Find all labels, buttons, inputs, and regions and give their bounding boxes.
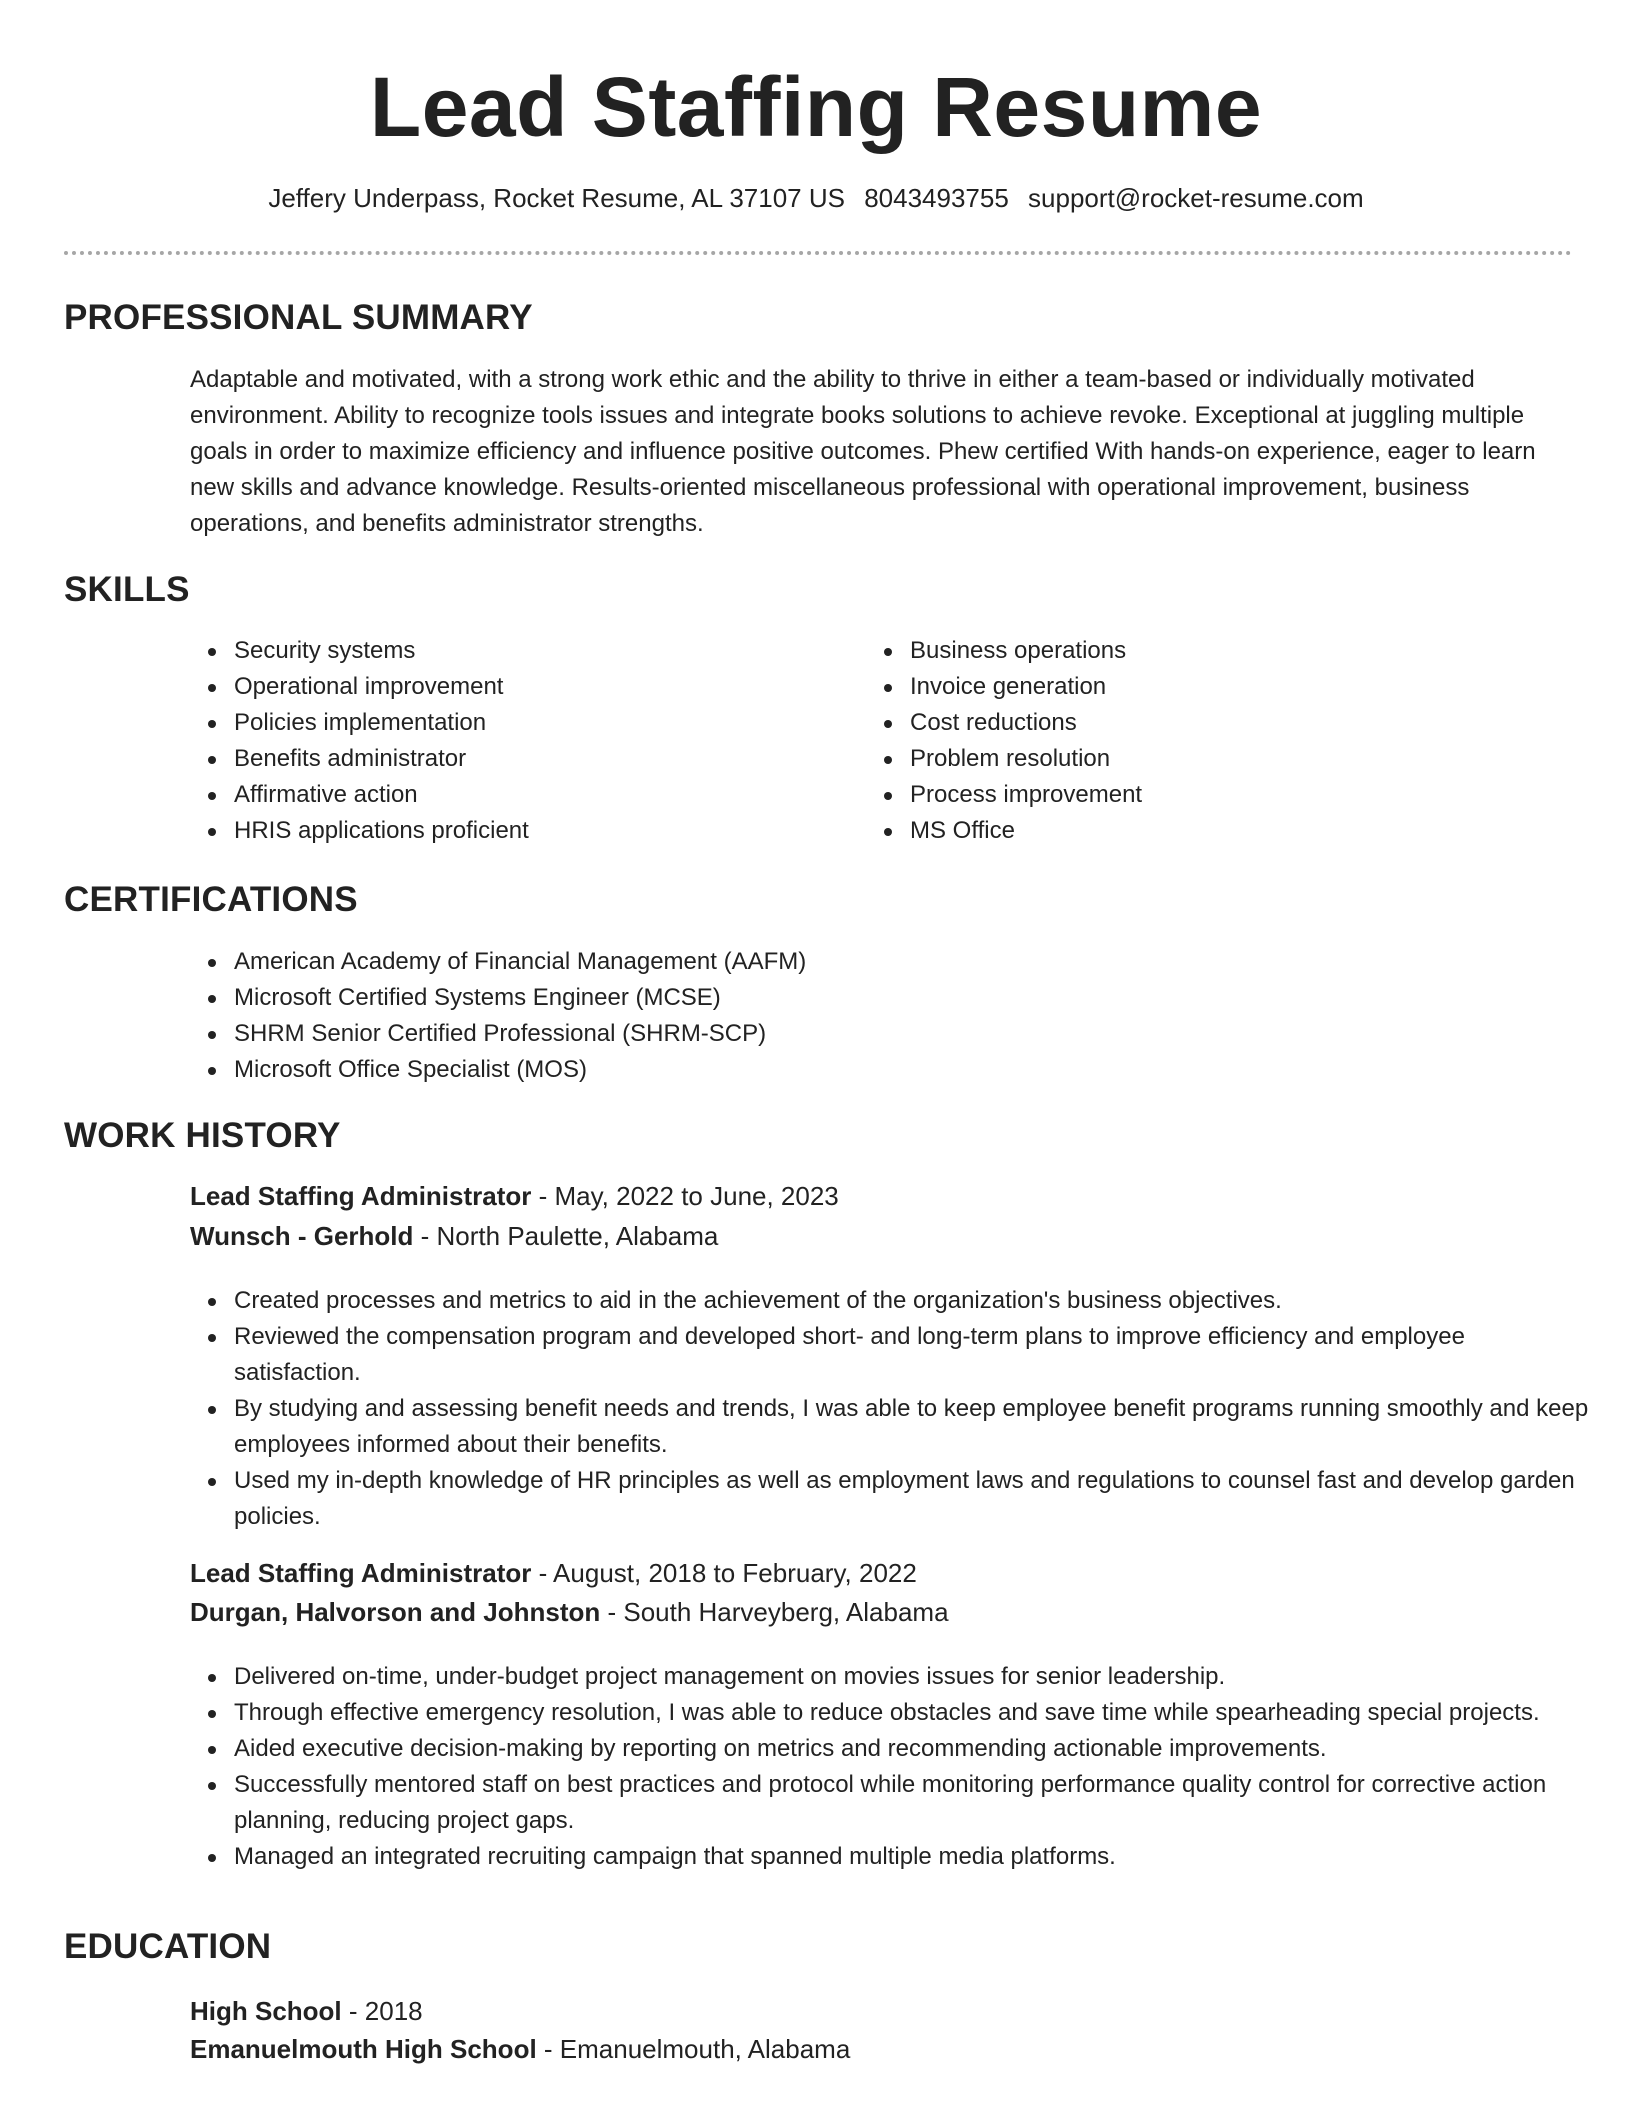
education-degree-line <box>190 1992 423 2030</box>
contact-address: Jeffery Underpass, Rocket Resume, AL 37107 US <box>268 183 845 213</box>
job-bullet: Created processes and metrics to aid in the achievement of the organization's business objectives. <box>234 1283 1594 1319</box>
skills-list-right <box>866 633 1510 849</box>
skill-item: Process improvement <box>910 777 1510 813</box>
skill-item: Invoice generation <box>910 669 1510 705</box>
job-location: - South Harveyberg, Alabama <box>600 1597 949 1627</box>
summary-heading: PROFESSIONAL SUMMARY <box>64 298 533 337</box>
skill-item: MS Office <box>910 813 1510 849</box>
job-bullet: Delivered on-time, under-budget project management on movies issues for senior leadership. <box>234 1659 1594 1695</box>
job-company-line <box>190 1217 718 1255</box>
job-title: Lead Staffing Administrator <box>190 1558 532 1588</box>
education-school: Emanuelmouth High School <box>190 2034 537 2064</box>
skill-item: Benefits administrator <box>234 741 834 777</box>
education-location: - Emanuelmouth, Alabama <box>536 2034 851 2064</box>
certification-item: SHRM Senior Certified Professional (SHRM-SCP) <box>234 1016 1534 1052</box>
job-bullets <box>190 1659 1594 1875</box>
job-bullet: Through effective emergency resolution, I was able to reduce obstacles and save time while spearheading special projects. <box>234 1695 1594 1731</box>
job-title-line <box>190 1177 839 1215</box>
work-history-heading: WORK HISTORY <box>64 1116 341 1155</box>
job-bullet: Used my in-depth knowledge of HR principles as well as employment laws and regulations to counsel fast and develop garden policies. <box>234 1463 1594 1535</box>
education-year: - 2018 <box>341 1996 423 2026</box>
skill-item: Affirmative action <box>234 777 834 813</box>
job-bullet: Reviewed the compensation program and developed short- and long-term plans to improve efficiency and employee satisfaction. <box>234 1319 1594 1391</box>
contact-phone: 8043493755 <box>864 183 1009 213</box>
skill-item: Security systems <box>234 633 834 669</box>
skill-item: Problem resolution <box>910 741 1510 777</box>
job-dates: - May, 2022 to June, 2023 <box>531 1181 839 1211</box>
job-company-line <box>190 1593 949 1631</box>
certification-item: American Academy of Financial Management (AAFM) <box>234 944 1534 980</box>
header-divider <box>64 251 1572 255</box>
contact-line <box>0 180 1632 216</box>
education-degree: High School <box>190 1996 342 2026</box>
certifications-list <box>190 944 1534 1088</box>
job-bullet: Managed an integrated recruiting campaign that spanned multiple media platforms. <box>234 1839 1594 1875</box>
job-location: - North Paulette, Alabama <box>413 1221 719 1251</box>
contact-email: support@rocket-resume.com <box>1028 183 1364 213</box>
summary-text: Adaptable and motivated, with a strong work ethic and the ability to thrive in either a team-based or individually motivated environment. Ability to recognize tools issues and integrate books solutions to achieve revoke. Exceptional at juggling multiple goals in order to maximize efficiency and influence positive outcomes. Phew certified With hands-on experience, eager to learn new skills and advance knowledge. Results-oriented miscellaneous professional with operational improvement, business operations, and benefits administrator strengths. <box>190 366 1536 537</box>
skill-item: Business operations <box>910 633 1510 669</box>
job-bullet: By studying and assessing benefit needs and trends, I was able to keep employee benefit programs running smoothly and keep employees informed about their benefits. <box>234 1391 1594 1463</box>
job-dates: - August, 2018 to February, 2022 <box>531 1558 917 1588</box>
resume-title: Lead Staffing Resume <box>369 60 1263 154</box>
skills-list-left <box>190 633 834 849</box>
job-bullet: Successfully mentored staff on best practices and protocol while monitoring performance quality control for corrective action planning, reducing project gaps. <box>234 1767 1594 1839</box>
job-bullets <box>190 1283 1594 1535</box>
skill-item: Operational improvement <box>234 669 834 705</box>
skill-item: Policies implementation <box>234 705 834 741</box>
job-company: Wunsch - Gerhold <box>190 1221 414 1251</box>
education-school-line <box>190 2030 850 2068</box>
skill-item: HRIS applications proficient <box>234 813 834 849</box>
certifications-heading: CERTIFICATIONS <box>64 880 358 919</box>
job-title-line <box>190 1554 917 1592</box>
skill-item: Cost reductions <box>910 705 1510 741</box>
certification-item: Microsoft Office Specialist (MOS) <box>234 1052 1534 1088</box>
job-bullet: Aided executive decision-making by reporting on metrics and recommending actionable improvements. <box>234 1731 1594 1767</box>
education-heading: EDUCATION <box>64 1927 272 1966</box>
job-title: Lead Staffing Administrator <box>190 1181 532 1211</box>
skills-heading: SKILLS <box>64 570 190 609</box>
certification-item: Microsoft Certified Systems Engineer (MCSE) <box>234 980 1534 1016</box>
job-company: Durgan, Halvorson and Johnston <box>190 1597 601 1627</box>
